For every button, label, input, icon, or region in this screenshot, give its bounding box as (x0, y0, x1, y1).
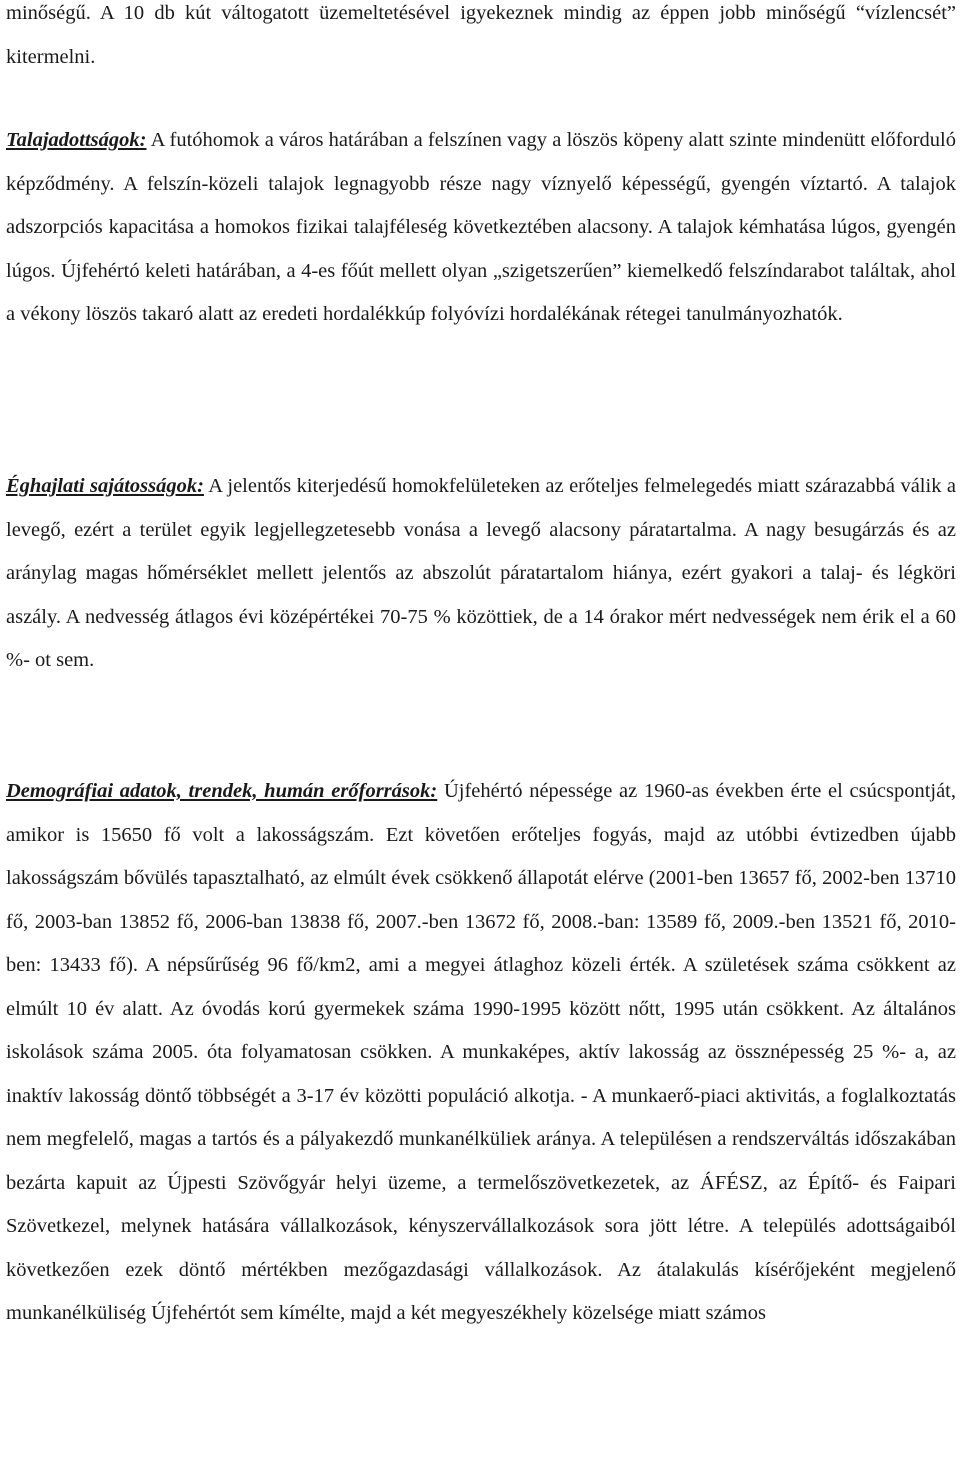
paragraph-demography (6, 770, 956, 1336)
paragraph-soil (6, 119, 956, 337)
section-heading-demography: Demográfiai adatok, trendek, humán erőforrások: (6, 780, 438, 802)
paragraph-text: minőségű. A 10 db kút váltogatott üzemeltetésével igyekeznek mindig az éppen jobb minőségű “vízlencsét” kitermelni. (6, 2, 956, 68)
paragraph-climate (6, 465, 956, 683)
paragraph-text: A futóhomok a város határában a felszínen vagy a löszös köpeny alatt szinte mindenütt előforduló képződmény. A felszín-közeli talajok legnagyobb része nagy víznyelő képességű, gyengén víztartó. A talajok adszorpciós kapacitása a homokos fizikai talajféleség következtében alacsony. A talajok kémhatása lúgos, gyengén lúgos. Újfehértó keleti határában, a 4-es főút mellett olyan „szigetszerűen” kiemelkedő felszíndarabot találtak, ahol a vékony löszös takaró alatt az eredeti hordalékkúp folyóvízi hordalékának rétegei tanulmányozhatók. (6, 129, 956, 325)
paragraph-text: A jelentős kiterjedésű homokfelületeken az erőteljes felmelegedés miatt szárazabbá válik a levegő, ezért a terület egyik legjellegzetesebb vonása a levegő alacsony páratartalma. A nagy besugárzás és az aránylag magas hőmérséklet mellett jelentős az abszolút páratartalom hiánya, ezért gyakori a talaj- és légköri aszály. A nedvesség átlagos évi középértékei 70-75 % közöttiek, de a 14 órakor mért nedvességek nem érik el a 60 %- ot sem. (6, 475, 956, 671)
paragraph-water-supply (6, 0, 956, 79)
paragraph-text: Újfehértó népessége az 1960-as években érte el csúcspontját, amikor is 15650 fő volt a lakosságszám. Ezt követően erőteljes fogyás, majd az utóbbi évtizedben újabb lakosságszám bővülés tapasztalható, az elmúlt évek csökkenő állapotát elérve (2001-ben 13657 fő, 2002-ben 13710 fő, 2003-ban 13852 fő, 2006-ban 13838 fő, 2007.-ben 13672 fő, 2008.-ban: 13589 fő, 2009.-ben 13521 fő, 2010-ben: 13433 fő). A népsűrűség 96 fő/km2, ami a megyei átlaghoz közeli érték. A születések száma csökkent az elmúlt 10 év alatt. Az óvodás korú gyermekek száma 1990-1995 között nőtt, 1995 után csökkent. Az általános iskolások száma 2005. óta folyamatosan csökken. A munkaképes, aktív lakosság az össznépesség 25 %- a, az inaktív lakosság döntő többségét a 3-17 év közötti populáció alkotja. - A munkaerő-piaci aktivitás, a foglalkoztatás nem megfelelő, magas a tartós és a pályakezdő munkanélküliek aránya. A településen a rendszerváltás időszakában bezárta kapuit az Újpesti Szövőgyár helyi üzeme, a termelőszövetkezetek, az ÁFÉSZ, az Építő- és Faipari Szövetkezel, melynek hatására vállalkozások, kényszervállalkozások sora jött létre. A település adottságaiból következően ezek döntő mértékben mezőgazdasági vállalkozások. Az átalakulás kísérőjeként megjelenő munkanélküliség Újfehértót sem kímélte, majd a két megyeszékhely közelsége miatt számos (6, 780, 957, 1324)
section-heading-soil: Talajadottságok: (6, 129, 147, 151)
section-heading-climate: Éghajlati sajátosságok: (6, 475, 204, 497)
